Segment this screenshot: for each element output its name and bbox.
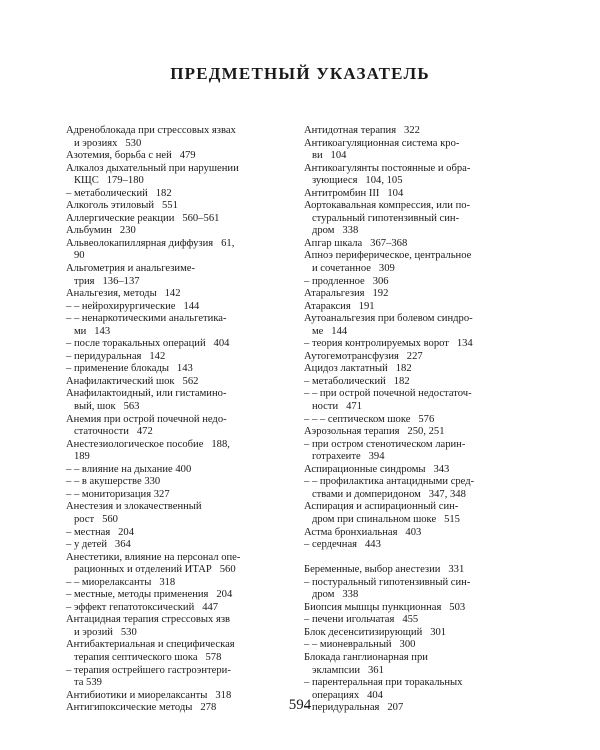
index-entry: – – влияние на дыхание 400 <box>66 463 192 475</box>
index-entry: Аспирационные синдромы 343 <box>304 463 450 475</box>
index-entry: Блок десенситизирующий 301 <box>304 626 447 638</box>
index-entry: – у детей 364 <box>66 539 131 551</box>
index-entry: Антибактериальная и специфическая <box>66 639 235 651</box>
index-entry: Биопсия мышцы пункционная 503 <box>304 601 466 613</box>
index-entry: Аутогемотрансфузия 227 <box>304 350 423 362</box>
index-entry: – – ненаркотическими анальгетика- <box>66 313 227 325</box>
index-entry: Альгометрия и анальгезиме- <box>66 263 196 275</box>
index-entry: Анестезиологическое пособие 188, <box>66 438 230 450</box>
index-entry: и сочетанное 309 <box>304 263 395 275</box>
index-entry: Атаральгезия 192 <box>304 288 389 300</box>
index-entry: дром 338 <box>304 225 359 237</box>
index-column-right <box>304 125 546 715</box>
index-entry: Адреноблокада при стрессовых язвах <box>66 125 236 136</box>
index-entry: Астма бронхиальная 403 <box>304 526 422 538</box>
index-entry: Антикоагулянты постоянные и обра- <box>304 162 471 174</box>
index-entry: Апноэ периферическое, центральное <box>304 250 472 262</box>
index-entry: ми 143 <box>66 325 111 337</box>
index-entry: – метаболический 182 <box>66 187 172 199</box>
index-entry: ствами и домперидоном 347, 348 <box>304 488 466 500</box>
index-entry: рост 560 <box>66 513 118 525</box>
index-entry: рационных и отделений ИТАР 560 <box>66 564 236 576</box>
index-entry: Аллергические реакции 560–561 <box>66 212 220 224</box>
index-entry: Антидотная терапия 322 <box>304 125 420 136</box>
index-entry: терапия септического шока 578 <box>66 651 222 663</box>
index-entry: – сердечная 443 <box>304 539 381 551</box>
index-entry: Блокада ганглионарная при <box>304 651 428 663</box>
index-entry: вый, шок 563 <box>66 401 140 413</box>
index-entry: Антигипоксические методы 278 <box>66 702 217 714</box>
index-entry: Анальгезия, методы 142 <box>66 288 181 300</box>
index-entry: 90 <box>66 250 85 262</box>
index-entry: – теория контролируемых ворот 134 <box>304 338 473 350</box>
index-entry: – постуральный гипотензивный син- <box>304 576 471 588</box>
index-entry: операциях 404 <box>304 689 383 701</box>
index-entry: Аспирация и аспирационный син- <box>304 501 459 513</box>
index-entry: – – профилактика антацидными сред- <box>304 476 475 488</box>
index-entry: – – – септическом шоке 576 <box>304 413 435 425</box>
index-entry: и эрозий 530 <box>66 626 137 638</box>
index-entry: Анемия при острой почечной недо- <box>66 413 227 425</box>
index-entry: трия 136–137 <box>66 275 140 287</box>
index-entry: Алкоголь этиловый 551 <box>66 200 178 212</box>
index-entry: Альвеолокапиллярная диффузия 61, <box>66 237 235 249</box>
index-entry: Атараксия 191 <box>304 300 375 312</box>
index-entry: Анестетики, влияние на персонал опе- <box>66 551 241 563</box>
index-entry: эклампсии 361 <box>304 664 384 676</box>
index-entry: – терапия острейшего гастроэнтери- <box>66 664 231 676</box>
index-entry: 189 <box>66 451 90 463</box>
index-entry: и эрозиях 530 <box>66 137 142 149</box>
index-entry: ности 471 <box>304 401 363 413</box>
index-entry: – применение блокады 143 <box>66 363 193 375</box>
index-entry: – – при острой почечной недостаточ- <box>304 388 472 400</box>
index-entry: Аэрозольная терапия 250, 251 <box>304 426 445 438</box>
index-entry: Антикоагуляционная система кро- <box>304 137 460 149</box>
index-gap <box>304 552 546 565</box>
index-entry: стуральный гипотензивный син- <box>304 212 460 224</box>
index-column-left <box>66 125 308 715</box>
index-entry: – – мионевральный 300 <box>304 639 416 651</box>
index-entry: – печени игольчатая 455 <box>304 614 419 626</box>
index-entry: – перидуральная 207 <box>304 702 404 714</box>
index-entry: та 539 <box>66 677 102 689</box>
index-entry: Алкалоз дыхательный при нарушении <box>66 162 239 174</box>
index-entry: – местная 204 <box>66 526 135 538</box>
index-entry: Ацидоз лактатный 182 <box>304 363 412 375</box>
index-entry: – – в акушерстве 330 <box>66 476 161 488</box>
index-entry: Альбумин 230 <box>66 225 136 237</box>
index-entry: Антибиотики и миорелаксанты 318 <box>66 689 232 701</box>
index-entry: Анафилактический шок 562 <box>66 375 199 387</box>
index-entry: зующиеся 104, 105 <box>304 175 403 187</box>
index-entry: Аортокавальная компрессия, или по- <box>304 200 471 212</box>
index-entry: Аутоанальгезия при болевом синдро- <box>304 313 473 325</box>
index-entry: Анестезия и злокачественный <box>66 501 202 513</box>
index-entry: ви 104 <box>304 150 347 162</box>
index-entry: – после торакальных операций 404 <box>66 338 230 350</box>
index-entry: Анафилактоидный, или гистамино- <box>66 388 227 400</box>
index-entry: статочности 472 <box>66 426 153 438</box>
index-entry: Апгар шкала 367–368 <box>304 237 408 249</box>
index-entry: – местные, методы применения 204 <box>66 589 233 601</box>
index-entry: КЩС 179–180 <box>66 175 144 187</box>
index-entry: – перидуральная 142 <box>66 350 166 362</box>
index-entry: – продленное 306 <box>304 275 389 287</box>
index-entry: – эффект гепатотоксический 447 <box>66 601 219 613</box>
index-entry: – парентеральная при торакальных <box>304 677 463 689</box>
index-entry: Азотемия, борьба с ней 479 <box>66 150 196 162</box>
index-entry: ме 144 <box>304 325 348 337</box>
index-entry: дром 338 <box>304 589 359 601</box>
index-entry: – – мониторизация 327 <box>66 488 170 500</box>
index-entry: – – нейрохирургические 144 <box>66 300 200 312</box>
index-entry: Антацидная терапия стрессовых язв <box>66 614 231 626</box>
index-entry: Антитромбин III 104 <box>304 187 404 199</box>
index-entry: Беременные, выбор анестезии 331 <box>304 564 465 576</box>
index-entry: – метаболический 182 <box>304 375 410 387</box>
index-entry: – при остром стенотическом ларин- <box>304 438 466 450</box>
index-entry: дром при спинальном шоке 515 <box>304 513 460 525</box>
page-number: 594 <box>288 697 312 713</box>
index-entry: готрахеите 394 <box>304 451 385 463</box>
index-entry: – – миорелаксанты 318 <box>66 576 176 588</box>
page-title: ПРЕДМЕТНЫЙ УКАЗАТЕЛЬ <box>170 64 430 83</box>
